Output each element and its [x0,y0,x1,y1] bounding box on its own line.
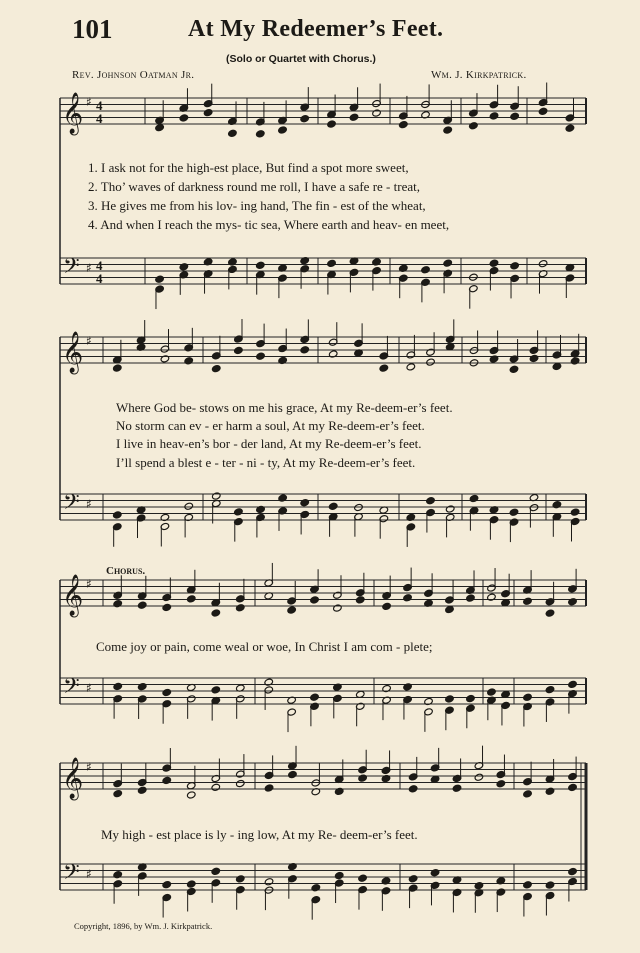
note-head [327,120,337,128]
note-head [256,352,266,360]
verse-2-line-2: No storm can ev - er harm a soul, At my Re-deem-er’s feet. [116,418,425,433]
note-head [310,693,320,701]
note-head [570,357,580,365]
note-head [311,884,321,892]
copyright: Copyright, 1896, by Wm. J. Kirkpatrick. [74,921,213,931]
note-head [565,124,575,132]
note-head [160,355,170,363]
note-head [523,790,533,798]
note-head [496,780,506,788]
note-head [328,502,338,510]
note-head [137,683,147,691]
bass-clef: 𝄢 [63,254,80,284]
note-head [487,688,497,696]
note-head [113,511,123,519]
time-sig-top: 4 [96,258,103,273]
hymn-subtitle: (Solo or Quartet with Chorus.) [226,53,376,65]
note-head [287,606,297,614]
note-head [568,680,578,688]
note-head [426,358,436,366]
note-head [545,609,555,617]
note-head [545,881,555,889]
note-head [426,497,436,505]
chorus-line-2: My high - est place is ly - ing low, At my Re- deem-er’s feet. [101,827,418,842]
note-head [538,107,548,115]
note-head [179,263,189,271]
treble-clef: 𝄞 [62,332,84,373]
note-head [469,494,479,502]
note-head [179,114,189,122]
note-head [236,604,246,612]
note-head [333,604,343,612]
hymn-number: 101 [72,14,113,44]
note-head [256,130,266,138]
note-head [211,686,221,694]
chorus-line-1: Come joy or pain, come weal or woe, In Christ I am com - plete; [96,639,433,654]
note-head [184,357,194,365]
note-head [264,678,274,686]
hymn-title: At My Redeemer’s Feet. [188,16,444,42]
note-head [211,783,221,791]
note-head [403,594,413,602]
note-head [234,346,244,354]
note-head [155,124,165,132]
note-head [256,261,266,269]
note-head [372,109,382,117]
note-head [264,784,274,792]
key-sharp: ♯ [86,497,92,511]
note-head [187,791,197,799]
note-head [228,129,238,137]
note-head [545,686,555,694]
note-head [113,364,123,372]
note-head [211,609,221,617]
key-sharp: ♯ [86,261,92,275]
note-head [509,365,519,373]
chorus-label: Chorus. [106,565,146,577]
note-head [474,882,484,890]
note-head [310,596,320,604]
note-head [162,603,172,611]
time-sig-bottom: 4 [96,111,103,126]
key-sharp: ♯ [86,334,92,348]
note-head [523,881,533,889]
note-head [552,362,562,370]
note-head [509,508,519,516]
note-head [545,787,555,795]
verse-1-line-1: 1. I ask not for the high-est place, But find a spot more sweet, [88,160,409,175]
note-head [568,598,578,606]
note-head [113,600,123,608]
note-head [523,693,533,701]
note-head [300,346,310,354]
note-head [113,790,123,798]
note-head [443,126,453,134]
note-head [403,683,413,691]
bass-clef: 𝄢 [63,490,80,520]
note-head [264,878,274,886]
note-head [234,508,244,516]
note-head [510,262,520,270]
note-head [236,779,246,787]
note-head [443,259,453,267]
note-head [445,605,455,613]
note-head [406,363,416,371]
note-head [474,773,484,781]
note-head [452,784,462,792]
note-head [523,597,533,605]
note-head [358,774,368,782]
key-sharp: ♯ [86,760,92,774]
bass-clef: 𝄢 [63,674,80,704]
note-head [162,776,172,784]
verse-3-line-2: I live in heav-en’s bor - der land, At my Re-deem-er’s feet. [116,436,422,451]
verse-4-line-1: 4. And when I reach the mys- tic sea, Where earth and heav- en meet, [88,217,450,232]
note-head [162,881,172,889]
note-head [466,594,476,602]
note-head [466,694,476,702]
note-head [489,259,499,267]
note-head [568,783,578,791]
note-head [300,115,310,123]
time-sig-top: 4 [96,98,103,113]
bass-clef: 𝄢 [63,860,80,890]
note-head [113,871,123,879]
verse-3-line-1: 3. He gives me from his lov- ing hand, The fin - est of the wheat, [88,198,426,213]
note-head [288,770,298,778]
note-head [349,113,359,121]
note-head [113,682,123,690]
note-head [155,275,165,283]
note-head [538,260,548,268]
key-sharp: ♯ [86,577,92,591]
lyricist: Rev. Johnson Oatman Jr. [72,69,195,81]
note-head [445,695,455,703]
note-head [211,867,221,875]
note-head [469,122,479,130]
note-head [212,492,222,500]
note-head [327,259,337,267]
note-head [162,688,172,696]
note-head [137,786,147,794]
note-head [510,112,520,120]
key-sharp: ♯ [86,681,92,695]
note-head [212,365,222,373]
note-head [278,126,288,134]
key-sharp: ♯ [86,867,92,881]
note-head [356,596,366,604]
note-head [300,499,310,507]
note-head [187,880,197,888]
verse-4-line-2: I’ll spend a blest e - ter - ni - ty, At my Re-deem-er’s feet. [116,455,416,470]
note-head [184,502,194,510]
note-head [408,785,418,793]
key-sharp: ♯ [86,95,92,109]
note-head [529,354,539,362]
composer: Wm. J. Kirkpatrick. [431,69,527,81]
treble-clef: 𝄞 [62,93,84,134]
note-head [570,508,580,516]
note-head [137,601,147,609]
treble-clef: 𝄞 [62,575,84,616]
note-head [430,869,440,877]
note-head [489,112,499,120]
note-head [552,501,562,509]
note-head [408,875,418,883]
time-sig-bottom: 4 [96,271,103,286]
verse-1-line-2: Where God be- stows on me his grace, At my Re-deem-er’s feet. [116,400,453,415]
note-head [382,602,392,610]
treble-clef: 𝄞 [62,758,84,799]
note-head [203,109,213,117]
note-head [236,875,246,883]
note-head [399,121,409,129]
note-head [445,505,455,513]
note-head [358,874,368,882]
note-head [379,364,389,372]
note-head [187,595,197,603]
verse-2-line-1: 2. Tho’ waves of darkness round me roll, I have a safe re - treat, [88,179,420,194]
note-head [421,266,431,274]
note-head [568,867,578,875]
note-head [334,871,344,879]
note-head [487,593,497,601]
